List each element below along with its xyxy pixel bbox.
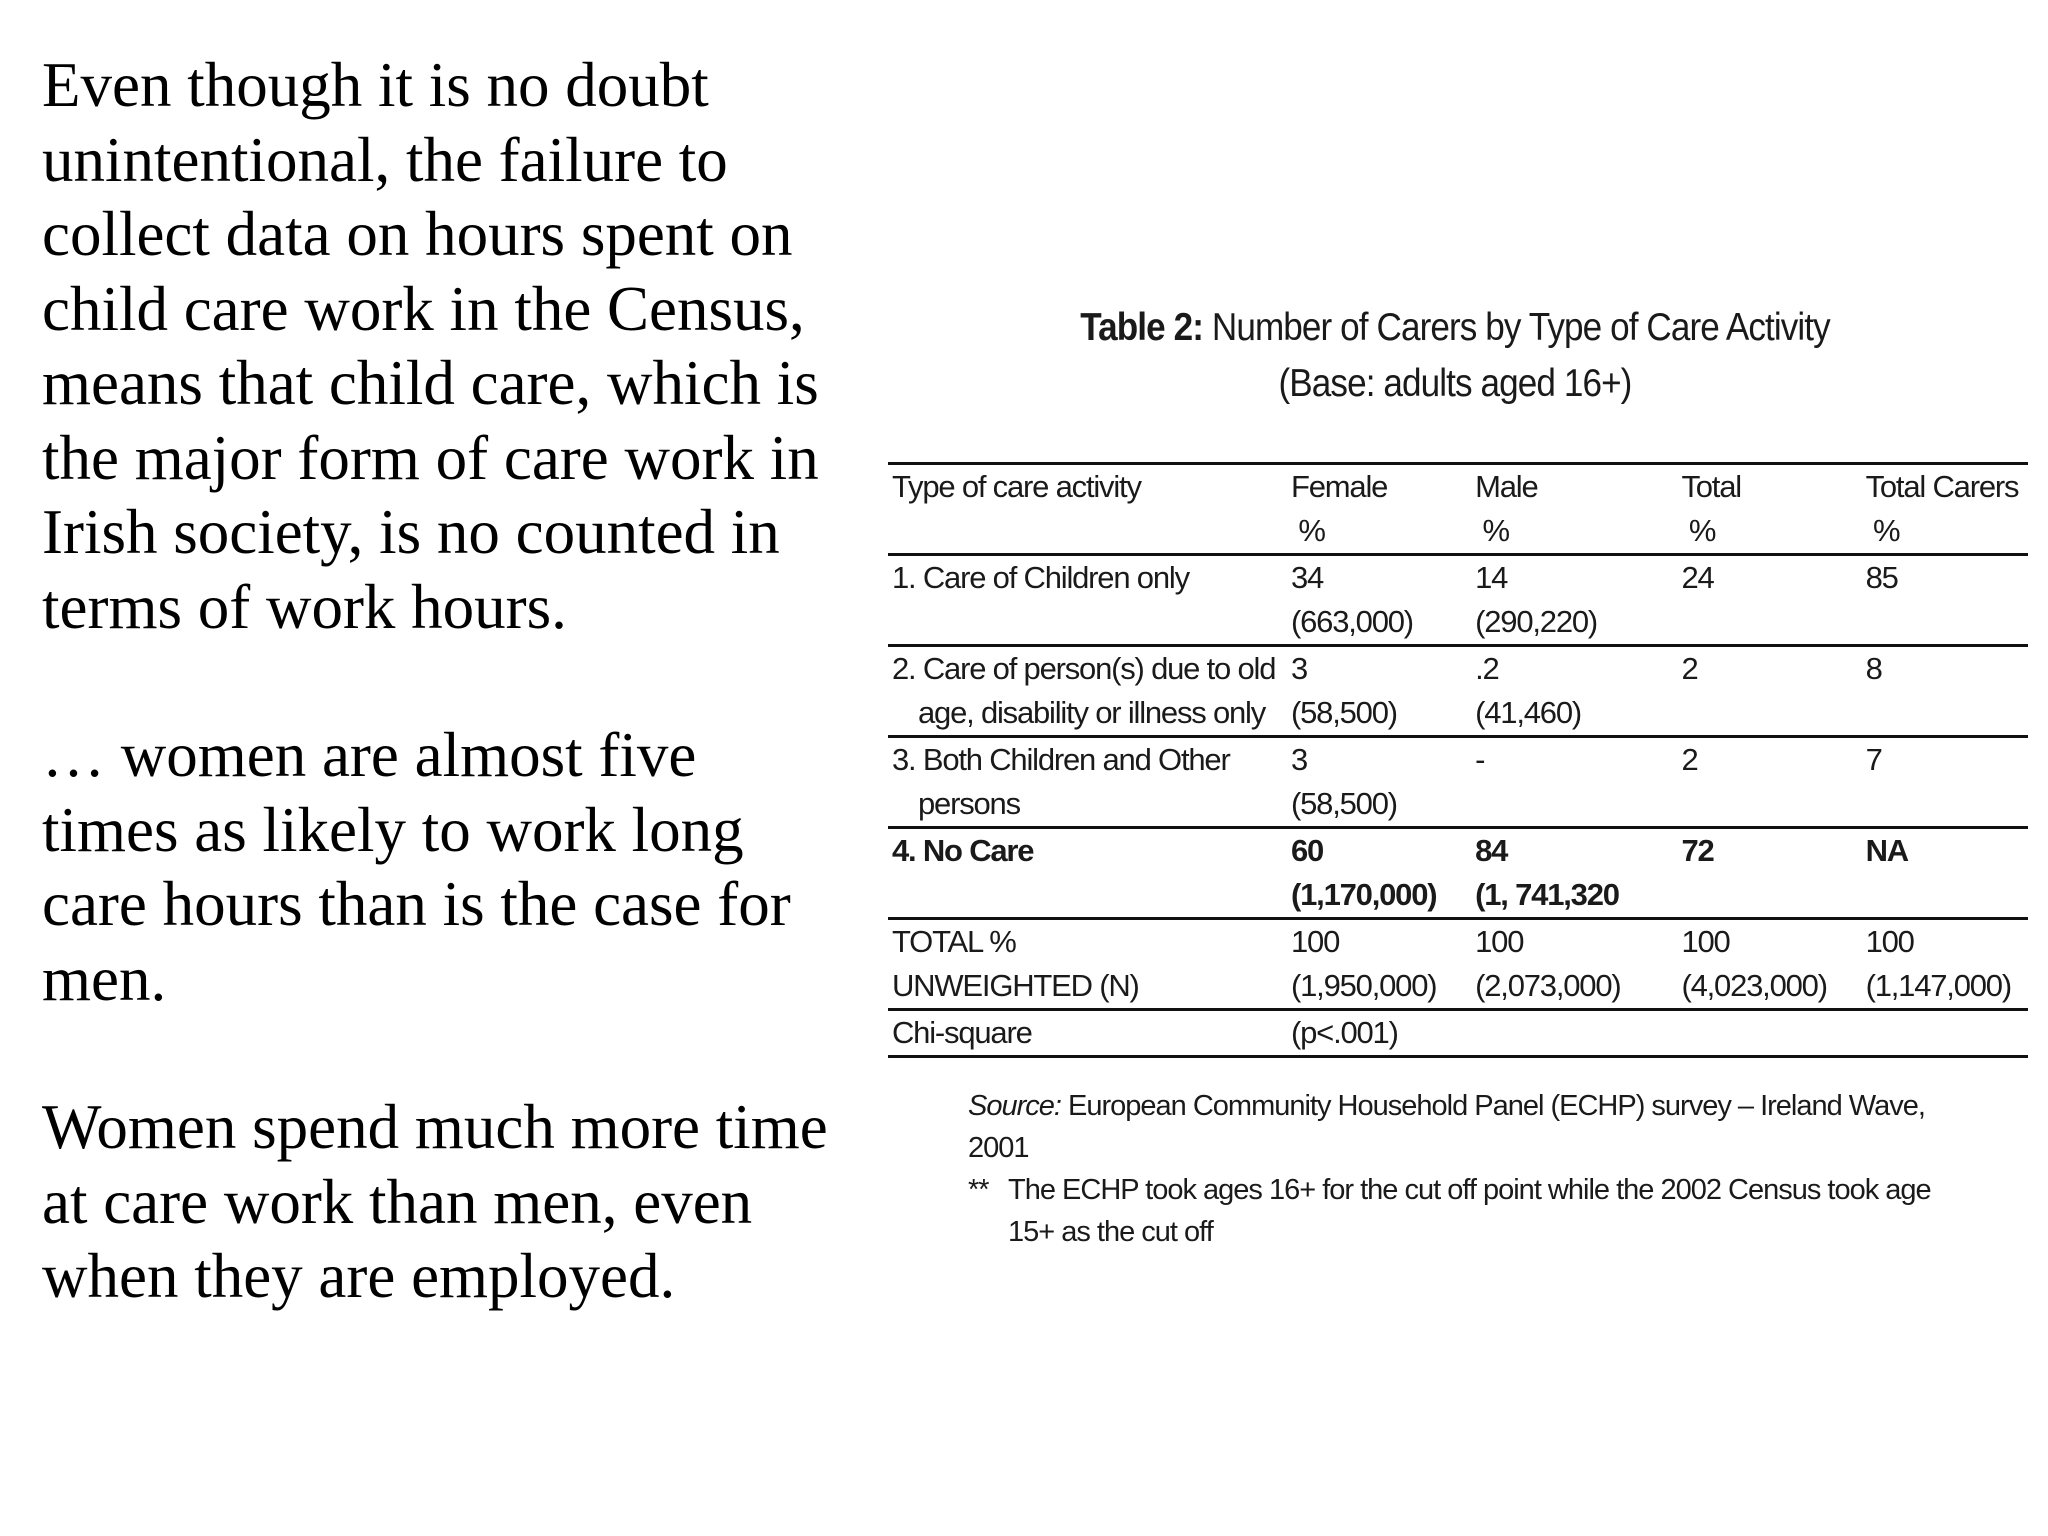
total-male: 100 (2,073,000) bbox=[1471, 919, 1677, 1010]
table-notes bbox=[968, 1085, 1968, 1253]
chi-square-row bbox=[888, 1010, 2028, 1057]
paragraph-women-likely: … women are almost five times as likely to work long care hours than is the case for men. bbox=[42, 720, 791, 1014]
row-total: 2 bbox=[1677, 737, 1861, 828]
table-header-row bbox=[888, 464, 2028, 555]
table-subtitle: (Base: adults aged 16+) bbox=[1278, 362, 1632, 405]
body-text bbox=[42, 48, 832, 1314]
row-carers: 85 bbox=[1862, 555, 2028, 646]
header-type: Type of care activity bbox=[888, 464, 1287, 555]
header-male: Male % bbox=[1471, 464, 1677, 555]
table-row bbox=[888, 646, 2028, 737]
footnote-marker: ** bbox=[968, 1174, 989, 1206]
row-male: 14 (290,220) bbox=[1471, 555, 1677, 646]
row-male: .2 (41,460) bbox=[1471, 646, 1677, 737]
row-carers: 7 bbox=[1862, 737, 2028, 828]
row-label: 1. Care of Children only bbox=[888, 555, 1287, 646]
table-title bbox=[938, 300, 1973, 356]
paragraph-childcare: Even though it is no doubt unintentional, the failure to collect data on hours spent on child care work in the Census, means that child care, which is the major form of care work in Irish society, is no counted in terms of work hours. bbox=[42, 50, 819, 642]
row-female: 34 (663,000) bbox=[1287, 555, 1471, 646]
paragraph-women-time: Women spend much more time at care work than men, even when they are employed. bbox=[42, 1092, 828, 1311]
carers-table bbox=[888, 462, 2028, 1058]
row-total: 72 bbox=[1677, 828, 1861, 919]
row-label: 4. No Care bbox=[888, 828, 1287, 919]
table-row bbox=[888, 828, 2028, 919]
total-total: 100 (4,023,000) bbox=[1677, 919, 1861, 1010]
row-female: 3 (58,500) bbox=[1287, 737, 1471, 828]
source-label: Source: bbox=[968, 1090, 1061, 1122]
table-title-bold: Table 2: bbox=[1080, 306, 1204, 349]
total-carers: 100 (1,147,000) bbox=[1862, 919, 2028, 1010]
table-total-row bbox=[888, 919, 2028, 1010]
row-male: 84 (1, 741,320 bbox=[1471, 828, 1677, 919]
row-label: 3. Both Children and Other persons bbox=[888, 737, 1287, 828]
row-total: 2 bbox=[1677, 646, 1861, 737]
chi-label: Chi-square bbox=[888, 1010, 1287, 1057]
row-carers: 8 bbox=[1862, 646, 2028, 737]
total-female: 100 (1,950,000) bbox=[1287, 919, 1471, 1010]
row-label: 2. Care of person(s) due to old age, disability or illness only bbox=[888, 646, 1287, 737]
row-female: 3 (58,500) bbox=[1287, 646, 1471, 737]
table-row bbox=[888, 737, 2028, 828]
row-male: - bbox=[1471, 737, 1677, 828]
table-title-text: Number of Carers by Type of Care Activity bbox=[1211, 306, 1830, 349]
footnote bbox=[968, 1169, 1968, 1253]
row-female: 60 (1,170,000) bbox=[1287, 828, 1471, 919]
header-total: Total % bbox=[1677, 464, 1861, 555]
row-total: 24 bbox=[1677, 555, 1861, 646]
header-female: Female % bbox=[1287, 464, 1471, 555]
total-label: TOTAL % UNWEIGHTED (N) bbox=[888, 919, 1287, 1010]
row-carers: NA bbox=[1862, 828, 2028, 919]
header-total-carers: Total Carers % bbox=[1862, 464, 2028, 555]
table-figure bbox=[880, 300, 2030, 1248]
chi-value: (p<.001) bbox=[1287, 1010, 1471, 1057]
source-note bbox=[968, 1085, 1968, 1169]
table-row bbox=[888, 555, 2028, 646]
footnote-text: The ECHP took ages 16+ for the cut off point while the 2002 Census took age 15+ as the cut off bbox=[1008, 1174, 1931, 1248]
source-text: European Community Household Panel (ECHP) survey – Ireland Wave, 2001 bbox=[968, 1090, 1925, 1164]
